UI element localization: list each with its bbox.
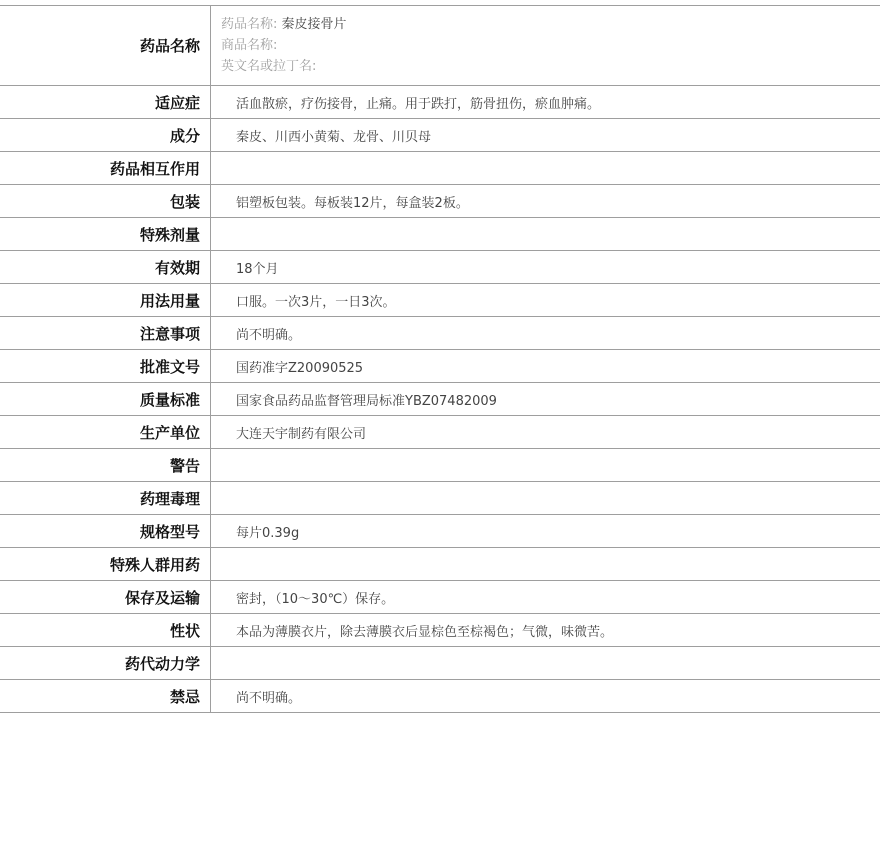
row-label: 药代动力学: [0, 647, 211, 680]
row-value: [211, 449, 880, 482]
row-value: 口服。一次3片，一日3次。: [236, 294, 396, 310]
row-label: 有效期: [0, 251, 211, 284]
row-value: [211, 548, 880, 581]
drug-name-value: [211, 6, 880, 86]
trade-name-label: 商品名称:: [221, 38, 278, 53]
row-label: 禁忌: [0, 680, 211, 713]
english-name-label: 英文名或拉丁名:: [221, 59, 317, 74]
info-row: [0, 251, 880, 284]
row-value: 密封，（10～30℃）保存。: [236, 591, 395, 607]
generic-name-line: [221, 14, 880, 35]
info-row: [0, 416, 880, 449]
row-value: 大连天宇制药有限公司: [236, 426, 367, 442]
row-value: 国药准字Z20090525: [236, 360, 364, 376]
row-label: 适应症: [0, 86, 211, 119]
row-label: 成分: [0, 119, 211, 152]
row-value: [211, 647, 880, 680]
info-row: [0, 152, 880, 185]
row-label: 规格型号: [0, 515, 211, 548]
row-value: 18个月: [236, 261, 279, 277]
info-row: [0, 218, 880, 251]
row-value: 尚不明确。: [236, 327, 302, 343]
drug-name-row: [0, 6, 880, 86]
info-row: [0, 581, 880, 614]
row-value: 每片0.39g: [236, 525, 300, 541]
row-label: 注意事项: [0, 317, 211, 350]
row-value: 秦皮、川西小黄菊、龙骨、川贝母: [236, 129, 432, 145]
row-label: 质量标准: [0, 383, 211, 416]
row-value: 本品为薄膜衣片，除去薄膜衣后显棕色至棕褐色；气微，味微苦。: [236, 624, 614, 640]
row-label: 特殊人群用药: [0, 548, 211, 581]
row-value: 尚不明确。: [236, 690, 302, 706]
info-row: [0, 680, 880, 713]
row-label: 生产单位: [0, 416, 211, 449]
english-name-line: [221, 56, 880, 77]
row-label: 药理毒理: [0, 482, 211, 515]
info-row: [0, 515, 880, 548]
info-row: [0, 185, 880, 218]
row-value: [211, 218, 880, 251]
row-label: 药品相互作用: [0, 152, 211, 185]
info-row: [0, 614, 880, 647]
row-value: 铝塑板包装。每板装12片，每盒装2板。: [236, 195, 469, 211]
info-row: [0, 350, 880, 383]
info-row: [0, 548, 880, 581]
row-value: 活血散瘀，疗伤接骨，止痛。用于跌打，筋骨扭伤，瘀血肿痛。: [236, 96, 601, 112]
row-value: [211, 482, 880, 515]
row-label: 保存及运输: [0, 581, 211, 614]
info-row: [0, 284, 880, 317]
generic-name-label: 药品名称:: [221, 17, 278, 32]
row-label: 性状: [0, 614, 211, 647]
generic-name-value: 秦皮接骨片: [281, 17, 347, 32]
info-row: [0, 647, 880, 680]
trade-name-line: [221, 35, 880, 56]
info-row: [0, 482, 880, 515]
row-label: 特殊剂量: [0, 218, 211, 251]
row-label: 药品名称: [0, 6, 211, 86]
row-label: 警告: [0, 449, 211, 482]
info-row: [0, 383, 880, 416]
info-row: [0, 449, 880, 482]
info-row: [0, 86, 880, 119]
info-row: [0, 317, 880, 350]
row-label: 用法用量: [0, 284, 211, 317]
row-label: 包装: [0, 185, 211, 218]
row-label: 批准文号: [0, 350, 211, 383]
row-value: 国家食品药品监督管理局标准YBZ07482009: [236, 393, 497, 409]
row-value: [211, 152, 880, 185]
info-row: [0, 119, 880, 152]
drug-info-table: [0, 5, 880, 713]
